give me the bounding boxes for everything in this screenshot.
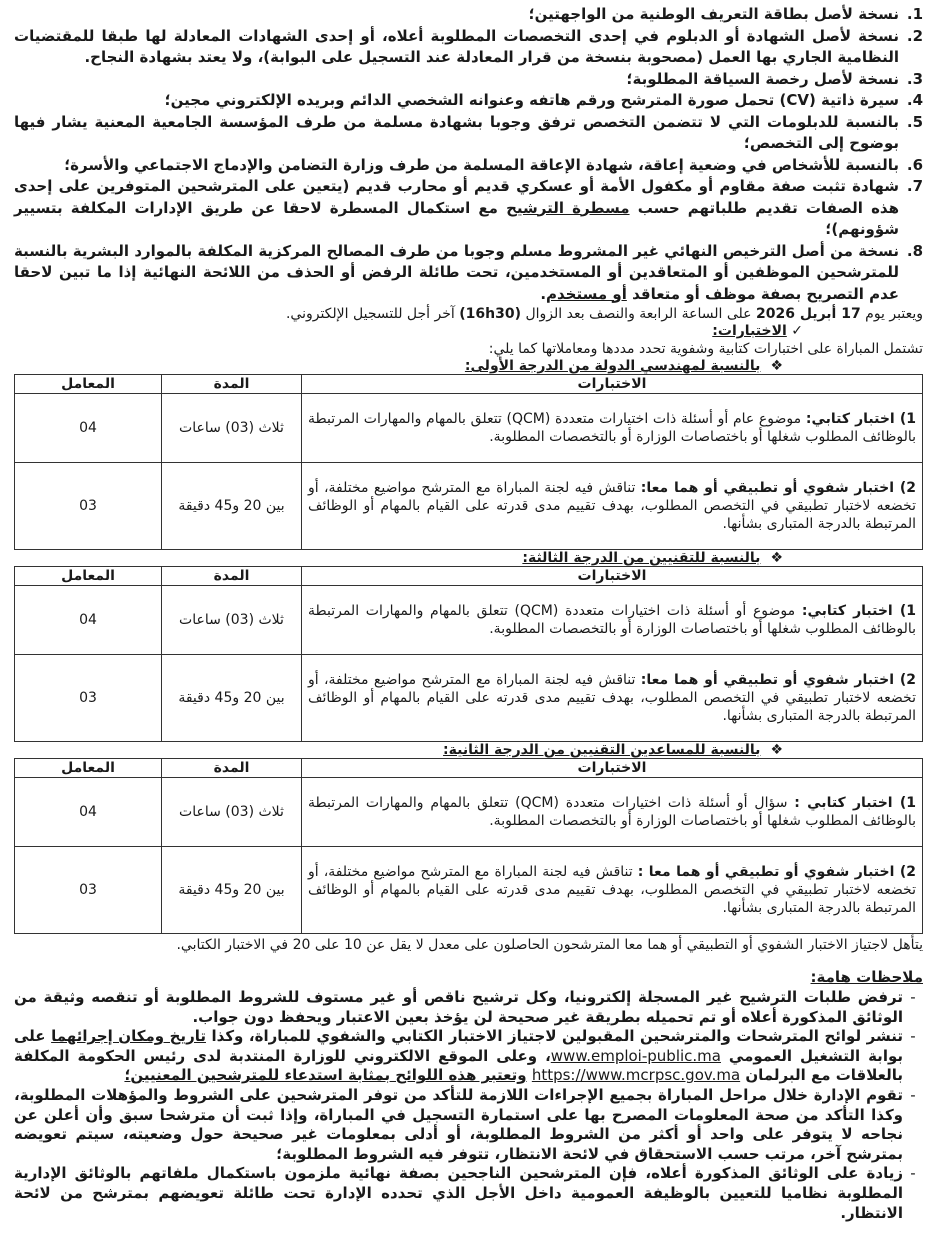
exam-duration: ثلاث (03) ساعات	[162, 778, 302, 847]
dash-bullet-icon: -	[910, 1164, 916, 1183]
exam-table	[14, 374, 923, 550]
note-item: - زيادة على الوثائق المذكورة أعلاه، فإن المترشحين الناجحين بصفة نهائية ملزمون باستكمال ملفاتهم بالوثائق الإدارية المطلوبة نظاميا للتعيين بالوظيفة العمومية داخل الأجل الذي تحدده الإدارة تحت طائلة تعويضهم بمترشح من لائحة الانتظار.	[14, 1164, 923, 1223]
exam-coefficient: 04	[15, 394, 162, 463]
exam-table	[14, 758, 923, 934]
exam-duration: ثلاث (03) ساعات	[162, 394, 302, 463]
document-item: 2. نسخة لأصل الشهادة أو الدبلوم في إحدى التخصصات المطلوبة أعلاه، أو إحدى الشهادات المعادلة لها طبقا للمقتضيات النظامية الجاري بها العمل (مصحوبة بنسخة من قرار المعادلة عند التسجيل على البوابة)، ولا يعتد بشهادة النجاح.	[14, 26, 923, 66]
exam-duration: بين 20 و45 دقيقة	[162, 655, 302, 742]
dash-bullet-icon: -	[910, 1027, 916, 1046]
required-documents-list	[14, 4, 923, 305]
table-header-row	[15, 567, 923, 586]
exam-coefficient: 03	[15, 655, 162, 742]
exam-description: 1) اختبار كتابي: موضوع عام أو أسئلة ذات اختيارات متعددة (QCM) تتعلق بالمهام والمهارات المرتبطة بالوظائف المطلوب شغلها أو باختصاصات الوزارة أو بالتخصصات المطلوبة.	[302, 394, 923, 463]
dash-bullet-icon: -	[910, 1085, 916, 1104]
exam-description: 2) اختبار شفوي أو تطبيقي أو هما معا : تناقش فيه لجنة المباراة مع المترشح مواضيع مختلفة، أو تخضعه لاختبار تطبيقي في التخصص المطلوب، بهدف تقييم مدى قدرته على القيام بالمهام أو الوظائف المرتبطة بالدرجة المتبارى بشأنها.	[302, 847, 923, 934]
table-header-row	[15, 375, 923, 394]
exam-description: 1) اختبار كتابي: موضوع أو أسئلة ذات اختيارات متعددة (QCM) تتعلق بالمهام والمهارات المرتبطة بالوظائف المطلوب شغلها أو باختصاصات الوزارة أو بالتخصصات المطلوبة.	[302, 586, 923, 655]
column-header-duration: المدة	[162, 375, 302, 394]
diamond-bullet-icon: ❖	[770, 550, 783, 566]
note-item: - تنشر لوائح المترشحات والمترشحين المقبولين لاجتياز الاختبار الكتابي والشفوي للمباراة، وكذا تاريخ ومكان إجرائهما على بوابة التشغيل العمومي www.emploi-public.ma، وعلى الموقع الالكتروني للوزارة المنتدبة لدى رئيس الحكومة المكلفة بالعلاقات مع البرلمان https://www.mcrpsc.gov.ma وتعتبر هذه اللوائح بمثابة استدعاء للمترشحين المعنيين؛	[14, 1027, 923, 1086]
column-header-coef: المعامل	[15, 375, 162, 394]
document-item: 3. نسخة لأصل رخصة السياقة المطلوبة؛	[626, 69, 923, 88]
exam-duration: ثلاث (03) ساعات	[162, 586, 302, 655]
document-item: 5. بالنسبة للدبلومات التي لا تتضمن التخصص ترفق وجوبا بشهادة مسلمة من طرف المؤسسة الجامعية المعنية يشار فيها بوضوح إلى التخصص؛	[14, 112, 923, 152]
exam-description: 2) اختبار شفوي أو تطبيقي أو هما معا: تناقش فيه لجنة المباراة مع المترشح مواضيع مختلفة، أو تخضعه لاختبار تطبيقي في التخصص المطلوب، بهدف تقييم مدى قدرته على القيام بالمهام أو الوظائف المرتبطة بالدرجة المتبارى بشأنها.	[302, 655, 923, 742]
exam-table	[14, 566, 923, 742]
column-header-exams: الاختبارات	[302, 759, 923, 778]
exam-coefficient: 03	[15, 847, 162, 934]
exam-description: 2) اختبار شفوي أو تطبيقي أو هما معا: تناقش فيه لجنة المباراة مع المترشح مواضيع مختلفة، أو تخضعه لاختبار تطبيقي في التخصص المطلوب، بهدف تقييم مدى قدرته على القيام بالمهام أو الوظائف المرتبطة بالدرجة المتبارى بشأنها.	[302, 463, 923, 550]
table-row	[15, 847, 923, 934]
exams-intro: تشتمل المباراة على اختبارات كتابية وشفوية تحدد مددها ومعاملاتها كما يلي:	[488, 341, 923, 357]
column-header-coef: المعامل	[15, 759, 162, 778]
mcrpsc-link[interactable]: https://www.mcrpsc.gov.ma	[531, 1066, 741, 1085]
document-item: 6. بالنسبة للأشخاص في وضعية إعاقة، شهادة الإعاقة المسلمة من طرف وزارة التضامن والإدماج الاجتماعي والأسرة؛	[64, 155, 923, 174]
table-row	[15, 778, 923, 847]
grade-title: ❖بالنسبة للمساعدين التقنيين من الدرجة الثانية:	[443, 742, 783, 758]
table-row	[15, 586, 923, 655]
emploi-public-link[interactable]: www.emploi-public.ma	[550, 1046, 721, 1065]
column-header-coef: المعامل	[15, 567, 162, 586]
exams-heading: ✓ الاختبارات:	[712, 323, 803, 339]
notes-list	[14, 988, 923, 1223]
document-item: 4. سيرة ذاتية (CV) تحمل صورة المترشح ورقم هاتفه وعنوانه الشخصي الدائم وبريده الإلكتروني مجين؛	[164, 91, 923, 109]
grade-title: ❖بالنسبة للتقنيين من الدرجة الثالثة:	[522, 550, 783, 566]
document-item: 8. نسخة من أصل الترخيص النهائي غير المشروط مسلم وجوبا من طرف المصالح المركزية المكلفة بالموارد البشرية بالنسبة للمترشحين الموظفين أو المتعاقدين أو المستخدمين، تحت طائلة الرفض أو الحذف من اللائحة النهائية إذا ما تبين لاحقا عدم التصريح بصفة موظف أو متعاقد أو مستخدم.	[14, 241, 923, 303]
table-row	[15, 394, 923, 463]
column-header-exams: الاختبارات	[302, 375, 923, 394]
column-header-duration: المدة	[162, 759, 302, 778]
exam-description: 1) اختبار كتابي : سؤال أو أسئلة ذات اختيارات متعددة (QCM) تتعلق بالمهام والمهارات المرتبطة بالوظائف المطلوب شغلها أو باختصاصات الوزارة أو بالتخصصات المطلوبة.	[302, 778, 923, 847]
qualify-note: يتأهل لاجتياز الاختبار الشفوي أو التطبيقي أو هما معا المترشحون الحاصلون على معدل لا يقل عن 10 على 20 في الاختبار الكتابي.	[176, 937, 923, 953]
document-item: 7. شهادة تثبت صفة مقاوم أو مكفول الأمة أو عسكري قديم أو محارب قديم (يتعين على المترشحين المتوفرين على إحدى هذه الصفات تقديم طلباتهم حسب مسطرة الترشيح مع استكمال المسطرة لاحقا عن طريق الإدارات المكلفة بتسيير شؤونهم)؛	[14, 177, 923, 238]
column-header-exams: الاختبارات	[302, 567, 923, 586]
note-item: - تقوم الإدارة خلال مراحل المباراة بجميع الإجراءات اللازمة للتأكد من توفر المترشحين على الشروط والمؤهلات المطلوبة، وكذا التأكد من صحة المعلومات المصرح بها على استمارة التسجيل في المباراة، وإذا ثبت أن مترشحا سبق وأن أعلن عن نجاحه لا يتوفر على واحد أو أكثر من الشروط المطلوبة، أو أدلى بمعلومات غير صحيحة حول وضعيته، سيتم تعويضه بمترشح آخر، مرتب حسب الاستحقاق في لائحة الانتظار، تتوفر فيه الشروط المطلوبة؛	[14, 1086, 923, 1164]
diamond-bullet-icon: ❖	[770, 358, 783, 374]
column-header-duration: المدة	[162, 567, 302, 586]
check-icon: ✓	[791, 323, 803, 339]
note-item: - ترفض طلبات الترشيح غير المسجلة إلكترونيا، وكل ترشيح ناقص أو غير مستوف للشروط المطلوبة أو تنقصه وثيقة من الوثائق المذكورة أعلاه أو تم تحميله بطريقة غير صحيحة لن يؤخذ بعين الاعتبار ويحفظ دون جواب.	[14, 988, 923, 1027]
exam-coefficient: 04	[15, 586, 162, 655]
exam-duration: بين 20 و45 دقيقة	[162, 463, 302, 550]
diamond-bullet-icon: ❖	[770, 742, 783, 758]
deadline-paragraph: ويعتبر يوم 17 أبريل 2026 على الساعة الرابعة والنصف بعد الزوال (16h30) آخر أجل للتسجيل الإلكتروني.	[285, 306, 923, 322]
exam-duration: بين 20 و45 دقيقة	[162, 847, 302, 934]
table-header-row	[15, 759, 923, 778]
notes-title: ملاحظات هامة:	[810, 968, 923, 986]
document-item: 1. نسخة لأصل بطاقة التعريف الوطنية من الواجهتين؛	[528, 5, 923, 23]
table-row	[15, 463, 923, 550]
exam-coefficient: 04	[15, 778, 162, 847]
table-row	[15, 655, 923, 742]
exam-coefficient: 03	[15, 463, 162, 550]
grade-title: ❖بالنسبة لمهندسي الدولة من الدرجة الأولى:	[464, 358, 783, 374]
dash-bullet-icon: -	[910, 988, 916, 1006]
